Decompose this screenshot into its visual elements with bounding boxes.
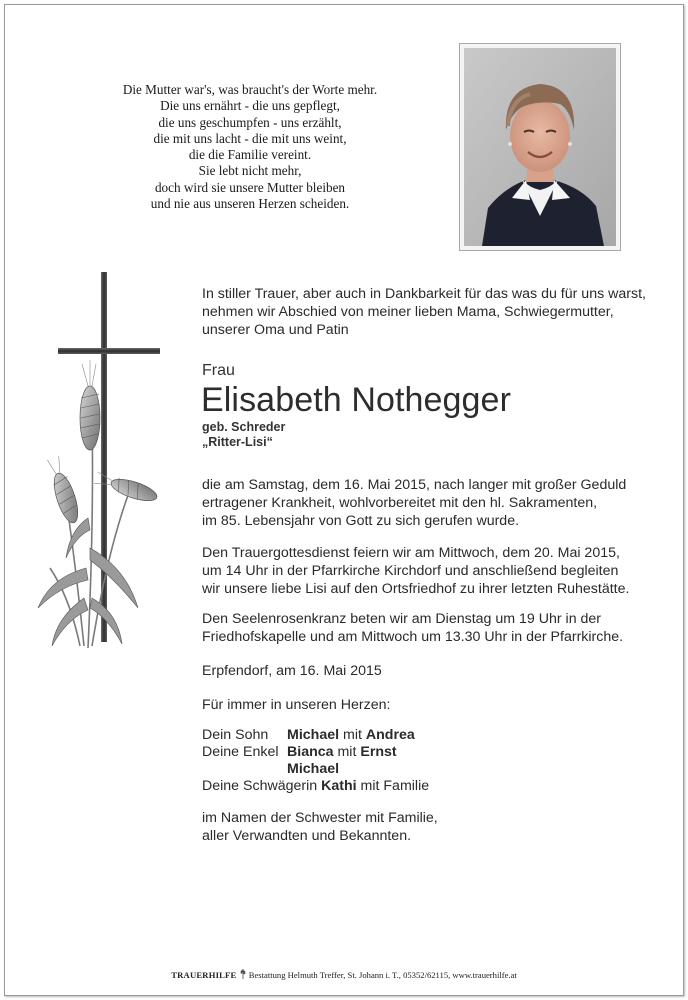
intro-line: nehmen wir Abschied von meiner lieben Mama, Schwiegermutter, xyxy=(202,303,614,320)
rosary-line: Den Seelenrosenkranz beten wir am Dienstag um 19 Uhr in der xyxy=(202,611,602,627)
family-name: Bianca xyxy=(287,744,334,760)
wheat-icon xyxy=(239,969,247,979)
place-date: Erpfendorf, am 16. Mai 2015 xyxy=(202,663,382,679)
poem-line: doch wird sie unsere Mutter bleiben xyxy=(154,179,346,195)
family-list xyxy=(202,727,429,795)
footer xyxy=(0,969,688,980)
family-name: Andrea xyxy=(365,727,415,743)
poem-line: und nie aus unseren Herzen scheiden. xyxy=(150,196,350,212)
family-row-grandchild-2 xyxy=(202,761,429,778)
poem-line: die uns geschumpfen - uns erzählt, xyxy=(158,114,342,130)
footer-text: Bestattung Helmuth Treffer, St. Johann i. T., 05352/62115, www.trauerhilfe.at xyxy=(248,970,517,980)
nickname: „Ritter-Lisi“ xyxy=(202,435,273,449)
family-name: Michael xyxy=(287,727,340,743)
death-notice-line: die am Samstag, dem 16. Mai 2015, nach langer mit großer Geduld xyxy=(202,477,627,493)
portrait-photo xyxy=(459,43,621,251)
death-notice-line: ertragener Krankheit, wohlvorbereitet mit den hl. Sakramenten, xyxy=(202,494,598,511)
intro-line: In stiller Trauer, aber auch in Dankbarkeit für das was du für uns warst, xyxy=(202,286,646,302)
family-row-sister-in-law xyxy=(202,778,429,795)
poem-line: die mit uns lacht - die mit uns weint, xyxy=(153,130,347,146)
family-label: Deine Enkel xyxy=(202,744,279,760)
poem-line: Sie lebt nicht mehr, xyxy=(198,163,302,179)
family-connector: mit xyxy=(337,744,357,760)
birth-name-block xyxy=(202,420,285,450)
deceased-name: Elisabeth Nothegger xyxy=(201,381,511,419)
footer-brand: TRAUERHILFE xyxy=(171,970,237,980)
family-label: Dein Sohn xyxy=(202,727,269,743)
birth-name: geb. Schreder xyxy=(202,420,286,434)
forever-heading: Für immer in unseren Herzen: xyxy=(202,697,391,713)
salutation: Frau xyxy=(202,362,235,379)
family-row-grandchildren xyxy=(202,744,429,761)
family-name: Michael xyxy=(287,761,340,777)
closing-line: aller Verwandten und Bekannten. xyxy=(202,827,412,844)
closing-text xyxy=(202,810,662,846)
funeral-info xyxy=(202,545,662,598)
funeral-line: Den Trauergottesdienst feiern wir am Mittwoch, dem 20. Mai 2015, xyxy=(202,545,620,561)
poem-line: Die uns ernährt - die uns gepflegt, xyxy=(160,98,340,114)
family-label: Deine Schwägerin xyxy=(202,778,318,794)
death-notice-line: im 85. Lebensjahr von Gott zu sich gerufen wurde. xyxy=(202,512,520,529)
cross-with-wheat-icon xyxy=(30,268,175,656)
family-connector: mit Familie xyxy=(360,778,430,794)
poem-line: Die Mutter war's, was braucht's der Worte mehr. xyxy=(122,82,378,97)
family-row-son xyxy=(202,727,429,744)
portrait-image xyxy=(464,48,616,246)
closing-line: im Namen der Schwester mit Familie, xyxy=(202,810,438,826)
family-name: Ernst xyxy=(360,744,397,760)
rosary-line: Friedhofskapelle und am Mittwoch um 13.30 Uhr in der Pfarrkirche. xyxy=(202,628,624,645)
funeral-line: wir unsere liebe Lisi auf den Ortsfriedhof zu ihrer letzten Ruhestätte. xyxy=(202,580,630,597)
intro-text xyxy=(202,286,662,339)
poem-line: die die Familie vereint. xyxy=(188,147,312,163)
family-name: Kathi xyxy=(321,778,357,794)
poem xyxy=(100,82,400,212)
funeral-line: um 14 Uhr in der Pfarrkirche Kirchdorf und anschließend begleiten xyxy=(202,562,619,579)
rosary-info xyxy=(202,611,662,647)
family-connector: mit xyxy=(343,727,362,743)
death-notice xyxy=(202,477,662,530)
intro-line: unserer Oma und Patin xyxy=(202,321,349,338)
